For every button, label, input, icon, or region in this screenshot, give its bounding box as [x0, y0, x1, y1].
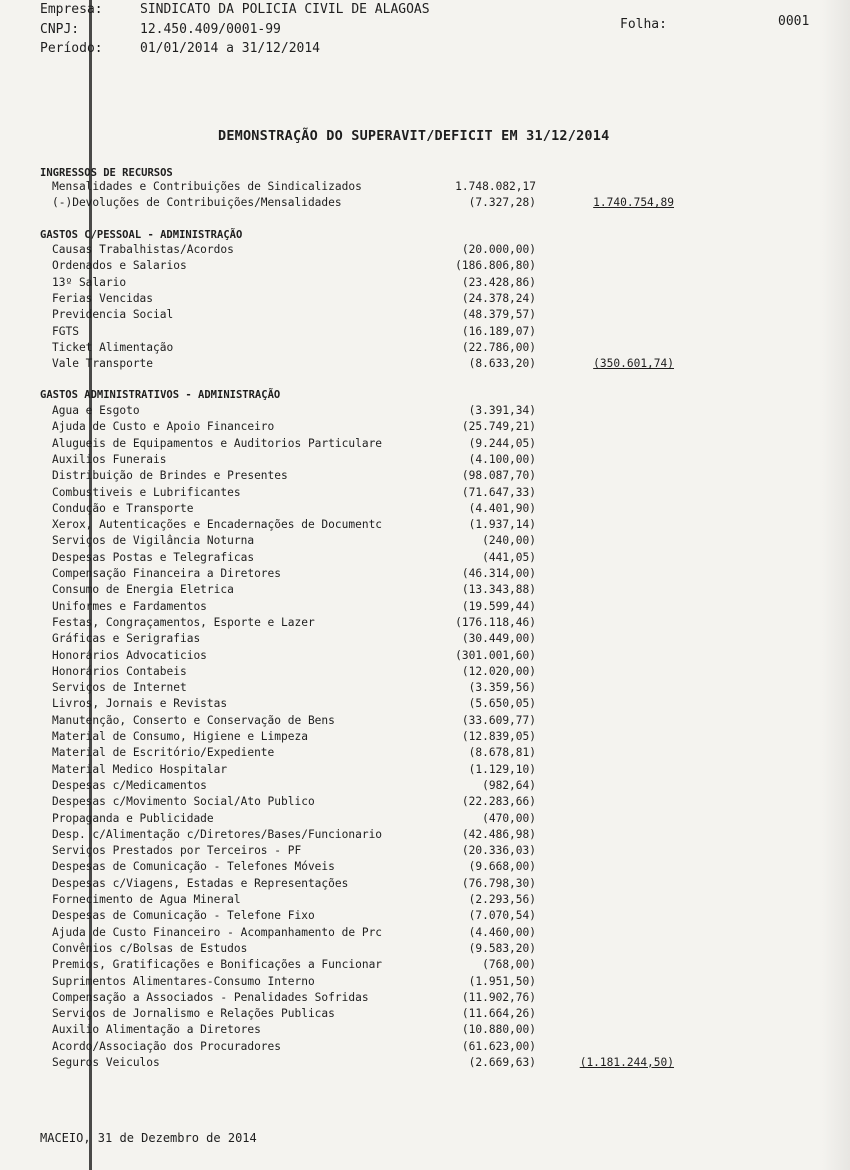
item-value: (20.000,00): [461, 243, 536, 256]
item-label: Acordo/Associação dos Procuradores: [52, 1039, 282, 1053]
item-value: (46.314,00): [461, 567, 536, 580]
item-value: (48.379,57): [461, 308, 536, 322]
item-label: Ajuda de Custo e Apoio Financeiro: [52, 420, 275, 434]
item-label: Agua e Esgoto: [52, 404, 140, 417]
item-value: 1.748.082,17: [455, 180, 536, 193]
section-total: 1.740.754,89: [593, 196, 674, 210]
list-item: [0, 583, 850, 599]
item-value: (7.327,28): [468, 196, 536, 210]
item-value: (12.020,00): [461, 664, 536, 678]
list-item: [0, 292, 850, 308]
item-value: (98.087,70): [461, 469, 536, 483]
list-item: [0, 534, 850, 550]
item-label: Alugueis de Equipamentos e Auditorios Particulare: [52, 436, 383, 450]
item-label: Condução e Transporte: [52, 501, 194, 515]
section-total: (1.181.244,50): [579, 1056, 674, 1069]
item-value: (24.378,24): [461, 291, 536, 305]
item-label: Vale Transporte: [52, 357, 154, 371]
item-label: Honorários Advocaticios: [52, 648, 207, 662]
item-value: (16.189,07): [461, 324, 536, 338]
item-label: Desp. c/Alimentação c/Diretores/Bases/Funcionario: [52, 827, 383, 841]
list-item: [0, 308, 850, 324]
item-value: (2.293,56): [468, 893, 536, 906]
item-value: (11.902,76): [461, 990, 536, 1004]
item-label: Serviços de Vigilância Noturna: [52, 534, 255, 548]
empresa-label: Empresa:: [40, 2, 103, 17]
item-value: (23.428,86): [461, 275, 536, 289]
list-item: [0, 975, 850, 991]
list-item: [0, 1040, 850, 1056]
item-value: (301.001,60): [455, 648, 536, 662]
list-item: [0, 926, 850, 942]
item-label: Convênios c/Bolsas de Estudos: [52, 941, 248, 955]
item-value: (1.129,10): [468, 762, 536, 776]
item-label: Ticket Alimentação: [52, 340, 174, 354]
item-label: Despesas de Comunicação - Telefones Móveis: [52, 860, 335, 874]
list-item: [0, 681, 850, 697]
periodo-label: Período:: [40, 41, 103, 56]
list-item: [0, 1023, 850, 1039]
item-label: FGTS: [52, 324, 79, 338]
item-value: (768,00): [482, 958, 536, 972]
item-label: 13º Salario: [52, 275, 127, 289]
list-item: [0, 828, 850, 844]
item-label: Gráficas e Serigrafias: [52, 632, 201, 646]
item-value: (71.647,33): [461, 485, 536, 499]
periodo-value: 01/01/2014 a 31/12/2014: [140, 41, 321, 56]
report-title: DEMONSTRAÇÃO DO SUPERAVIT/DEFICIT EM 31/12/2014: [218, 128, 610, 144]
item-label: Uniformes e Fardamentos: [52, 599, 207, 613]
footer-place-date: MACEIO, 31 de Dezembro de 2014: [40, 1131, 257, 1145]
list-item: [0, 276, 850, 292]
item-value: (25.749,21): [461, 420, 536, 434]
item-value: (9.668,00): [468, 860, 536, 874]
item-value: (5.650,05): [468, 697, 536, 711]
item-value: (470,00): [482, 811, 536, 825]
list-item: [0, 1007, 850, 1023]
item-label: Ferias Vencidas: [52, 291, 154, 305]
list-item: [0, 357, 850, 373]
list-item: [0, 341, 850, 357]
item-value: (61.623,00): [461, 1039, 536, 1053]
list-item: [0, 909, 850, 925]
item-label: (-)Devoluções de Contribuições/Mensalidades: [52, 196, 342, 210]
item-label: Despesas de Comunicação - Telefone Fixo: [52, 909, 315, 923]
item-label: Consumo de Energia Eletrica: [52, 583, 234, 597]
item-label: Material de Escritório/Expediente: [52, 746, 275, 760]
list-item: [0, 714, 850, 730]
item-value: (22.786,00): [461, 340, 536, 354]
item-label: Propaganda e Publicidade: [52, 811, 214, 825]
list-item: [0, 746, 850, 762]
item-label: Fornecimento de Agua Mineral: [52, 893, 241, 906]
item-label: Festas, Congraçamentos, Esporte e Lazer: [52, 615, 315, 629]
list-item: [0, 196, 850, 212]
item-label: Despesas Postas e Telegraficas: [52, 550, 255, 564]
item-label: Livros, Jornais e Revistas: [52, 697, 228, 711]
item-label: Xerox, Autenticações e Encadernações de Documentc: [52, 518, 383, 532]
section-heading-administrativos: GASTOS ADMINISTRATIVOS - ADMINISTRAÇÃO: [40, 389, 281, 401]
list-item: [0, 779, 850, 795]
list-item: [0, 243, 850, 259]
item-label: Material Medico Hospitalar: [52, 762, 228, 776]
item-value: (30.449,00): [461, 632, 536, 646]
item-value: (2.669,63): [468, 1056, 536, 1069]
list-item: [0, 420, 850, 436]
item-value: (9.244,05): [468, 436, 536, 450]
list-item: [0, 795, 850, 811]
item-value: (240,00): [482, 534, 536, 548]
list-item: [0, 1056, 850, 1072]
list-item: [0, 502, 850, 518]
cnpj-value: 12.450.409/0001-99: [140, 22, 281, 37]
item-value: (1.951,50): [468, 974, 536, 988]
item-label: Auxilios Funerais: [52, 452, 167, 466]
item-label: Mensalidades e Contribuições de Sindicalizados: [52, 180, 362, 193]
item-value: (22.283,66): [461, 795, 536, 809]
list-item: [0, 453, 850, 469]
item-value: (10.880,00): [461, 1023, 536, 1037]
item-value: (13.343,88): [461, 583, 536, 597]
item-value: (4.100,00): [468, 452, 536, 466]
item-label: Serviços de Jornalismo e Relações Publicas: [52, 1007, 335, 1021]
list-item: [0, 665, 850, 681]
item-label: Compensação a Associados - Penalidades Sofridas: [52, 990, 369, 1004]
item-label: Despesas c/Viagens, Estadas e Representações: [52, 876, 349, 890]
item-value: (33.609,77): [461, 713, 536, 727]
folha-value: 0001: [778, 14, 810, 29]
list-item: [0, 942, 850, 958]
list-item: [0, 844, 850, 860]
item-value: (4.401,90): [468, 501, 536, 515]
item-value: (1.937,14): [468, 518, 536, 532]
item-value: (8.678,81): [468, 746, 536, 760]
list-item: [0, 469, 850, 485]
empresa-value: SINDICATO DA POLICIA CIVIL DE ALAGOAS: [140, 2, 430, 17]
item-label: Serviços Prestados por Terceiros - PF: [52, 844, 302, 858]
item-value: (186.806,80): [455, 259, 536, 273]
list-item: [0, 632, 850, 648]
list-item: [0, 486, 850, 502]
list-item: [0, 763, 850, 779]
item-label: Ordenados e Salarios: [52, 259, 187, 273]
list-item: [0, 860, 850, 876]
list-item: [0, 730, 850, 746]
list-item: [0, 437, 850, 453]
list-item: [0, 600, 850, 616]
item-label: Despesas c/Movimento Social/Ato Publico: [52, 795, 315, 809]
section-heading-pessoal: GASTOS C/PESSOAL - ADMINISTRAÇÃO: [40, 229, 243, 241]
item-label: Ajuda de Custo Financeiro - Acompanhamento de Prc: [52, 925, 383, 939]
item-value: (3.359,56): [468, 681, 536, 695]
item-value: (441,05): [482, 550, 536, 564]
item-value: (19.599,44): [461, 599, 536, 613]
section-heading-ingressos: INGRESSOS DE RECURSOS: [40, 167, 173, 179]
list-item: [0, 518, 850, 534]
list-item: [0, 567, 850, 583]
item-label: Premios, Gratificações e Bonificações a Funcionar: [52, 958, 383, 972]
item-value: (11.664,26): [461, 1007, 536, 1021]
item-value: (982,64): [482, 778, 536, 792]
item-value: (4.460,00): [468, 925, 536, 939]
item-label: Manutenção, Conserto e Conservação de Bens: [52, 713, 335, 727]
list-item: [0, 551, 850, 567]
item-label: Seguros Veiculos: [52, 1056, 160, 1069]
list-item: [0, 877, 850, 893]
item-label: Causas Trabalhistas/Acordos: [52, 243, 234, 256]
item-label: Serviços de Internet: [52, 681, 187, 695]
list-item: [0, 958, 850, 974]
list-item: [0, 697, 850, 713]
item-label: Honorários Contabeis: [52, 664, 187, 678]
cnpj-label: CNPJ:: [40, 22, 80, 37]
item-label: Material de Consumo, Higiene e Limpeza: [52, 730, 308, 743]
item-value: (12.839,05): [461, 730, 536, 743]
item-label: Compensação Financeira a Diretores: [52, 567, 282, 580]
list-item: [0, 893, 850, 909]
list-item: [0, 325, 850, 341]
item-label: Auxilio Alimentação a Diretores: [52, 1023, 261, 1037]
list-item: [0, 180, 850, 196]
item-value: (3.391,34): [468, 404, 536, 417]
item-label: Combustiveis e Lubrificantes: [52, 485, 241, 499]
item-value: (9.583,20): [468, 941, 536, 955]
item-value: (42.486,98): [461, 827, 536, 841]
list-item: [0, 616, 850, 632]
item-value: (7.070,54): [468, 909, 536, 923]
item-label: Suprimentos Alimentares-Consumo Interno: [52, 974, 315, 988]
list-item: [0, 649, 850, 665]
item-value: (8.633,20): [468, 357, 536, 371]
list-item: [0, 812, 850, 828]
item-label: Distribuição de Brindes e Presentes: [52, 469, 288, 483]
item-label: Previdencia Social: [52, 308, 174, 322]
list-item: [0, 404, 850, 420]
section-total: (350.601,74): [593, 357, 674, 371]
item-value: (76.798,30): [461, 876, 536, 890]
item-value: (20.336,03): [461, 844, 536, 858]
folha-label: Folha:: [620, 17, 667, 32]
list-item: [0, 991, 850, 1007]
item-value: (176.118,46): [455, 615, 536, 629]
item-label: Despesas c/Medicamentos: [52, 778, 207, 792]
list-item: [0, 259, 850, 275]
